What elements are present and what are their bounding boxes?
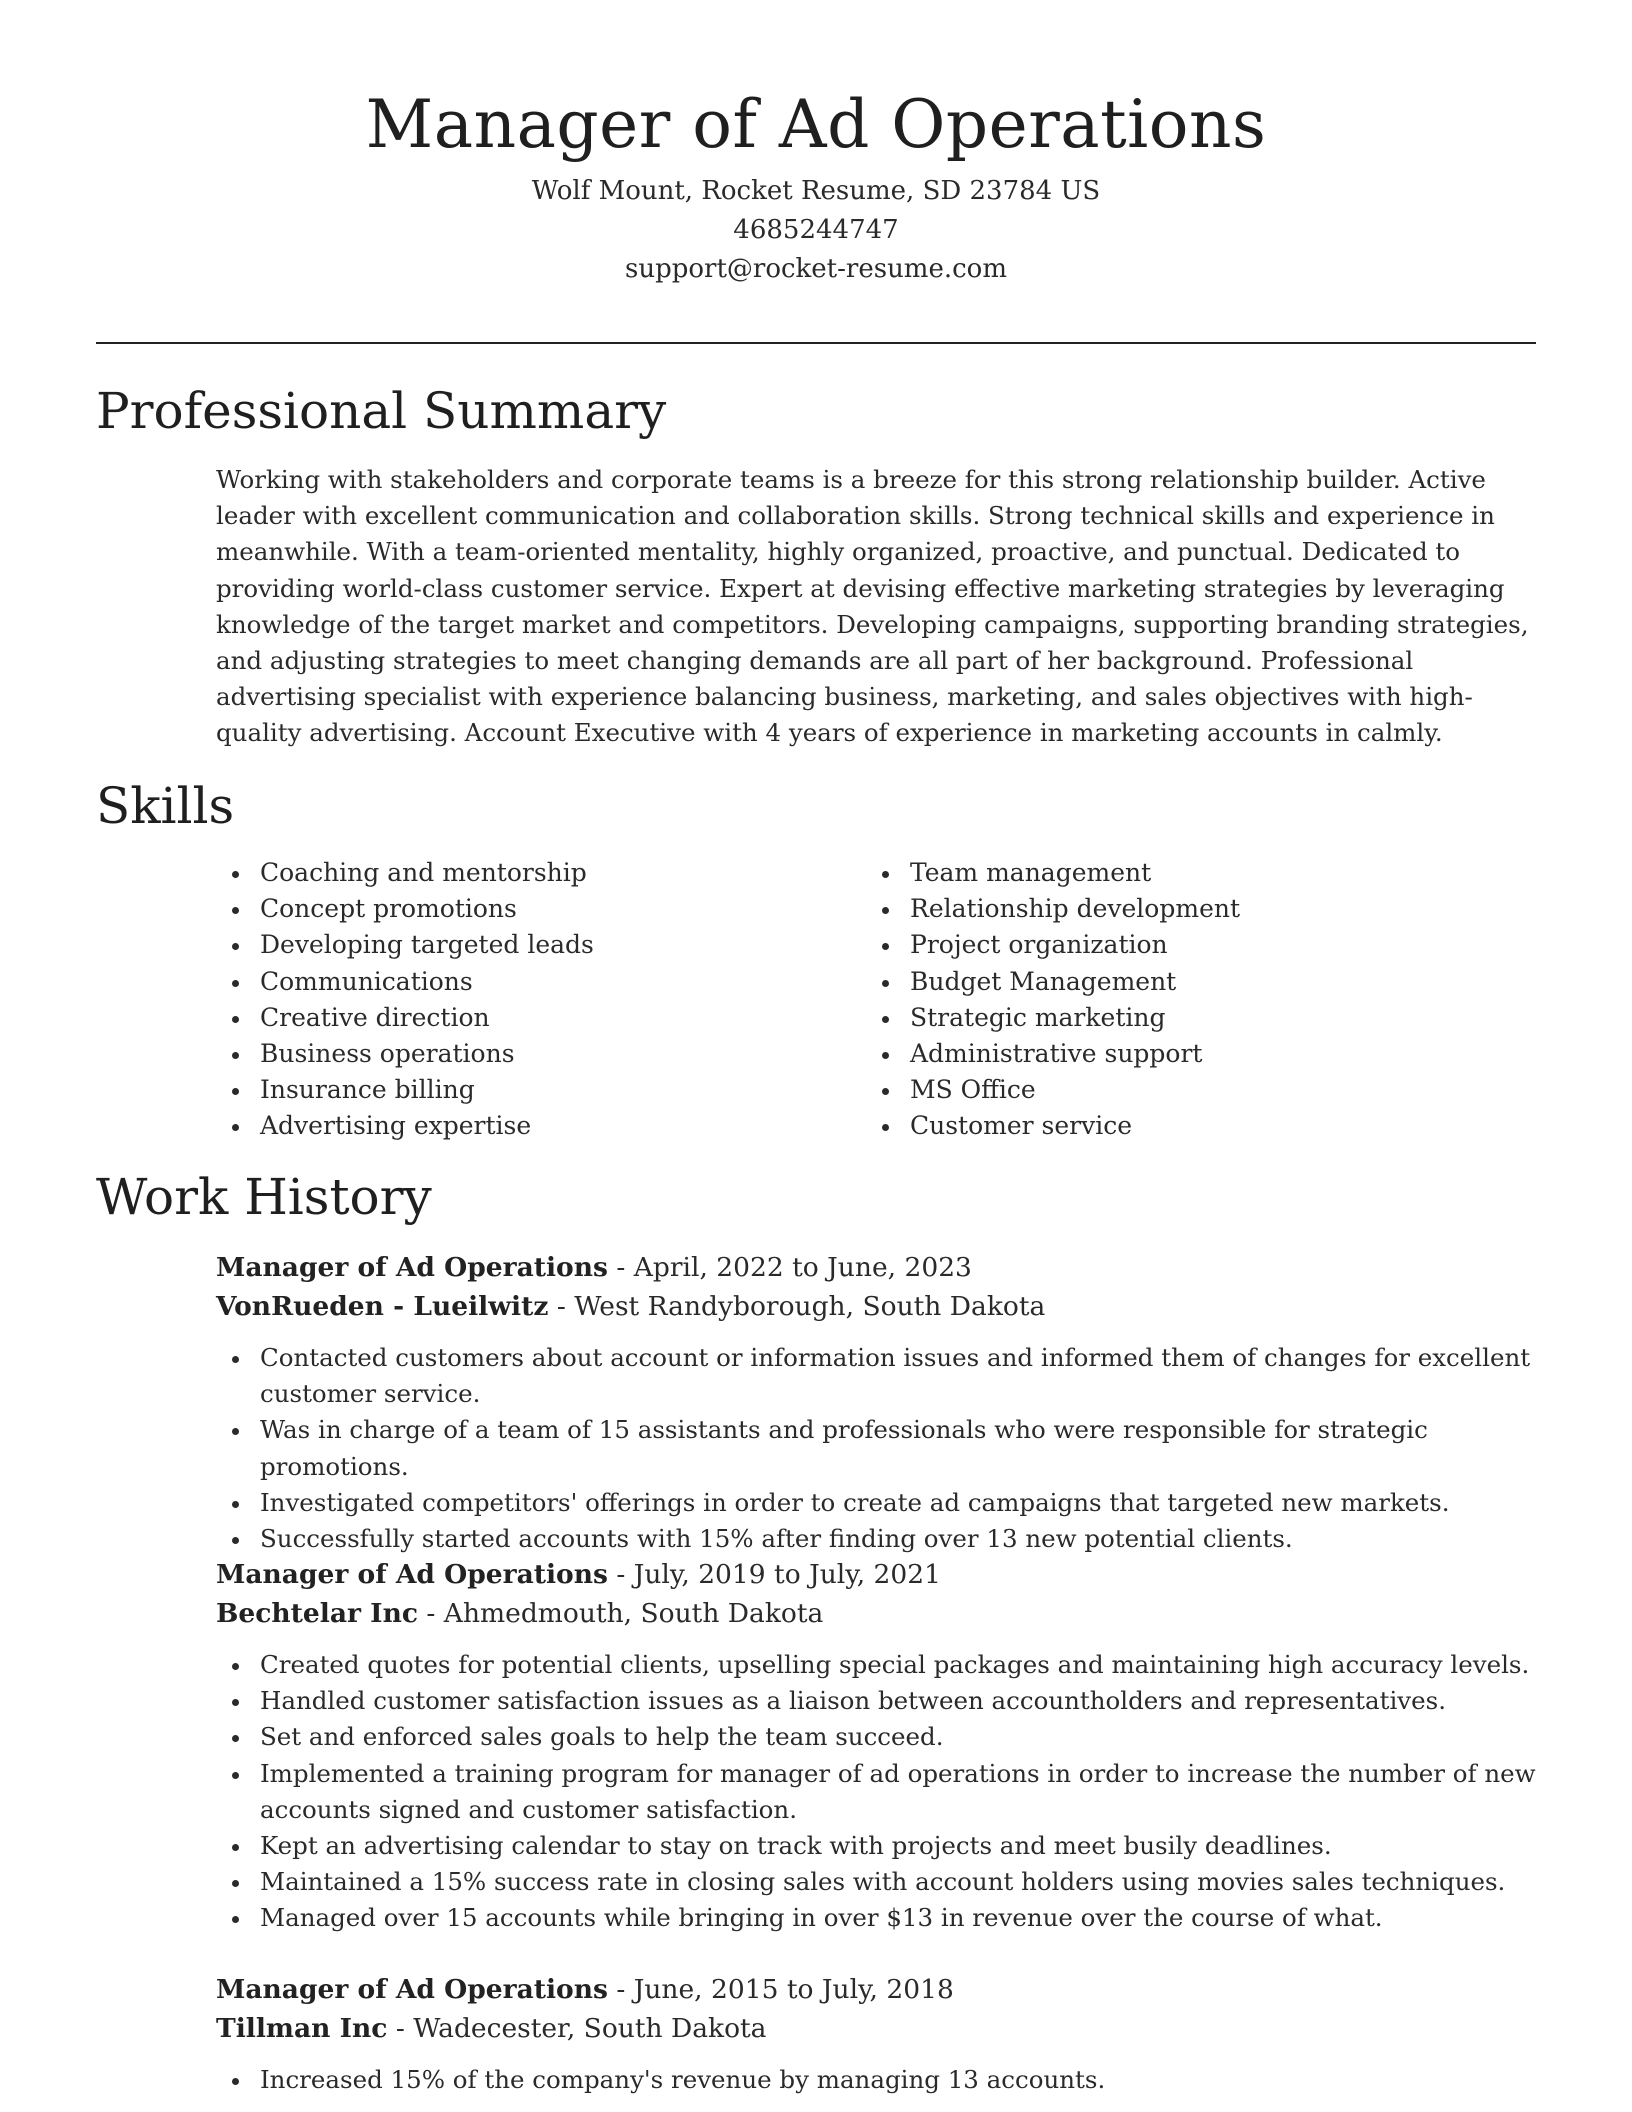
job-bullet: Was in charge of a team of 15 assistants and professionals who were responsible for strategic promotions. (216, 1412, 1536, 1484)
contact-phone: 4685244747 (733, 215, 899, 245)
skill-item: MS Office (866, 1072, 1240, 1108)
job-bullet: Successfully started accounts with 15% after finding over 13 new potential clients. (216, 1521, 1536, 1557)
job-bullets (216, 2062, 1536, 2098)
job-bullet: Managed over 15 accounts while bringing in over $13 in revenue over the course of what. (216, 1900, 1536, 1936)
skills-list-right (866, 855, 1240, 1145)
contact-email[interactable]: support@rocket-resume.com (624, 254, 1007, 284)
job-company-line (216, 1287, 1536, 1326)
skill-item: Concept promotions (216, 891, 594, 927)
skill-item: Team management (866, 855, 1240, 891)
skill-item: Insurance billing (216, 1072, 594, 1108)
summary-heading: Professional Summary (96, 382, 667, 440)
job-dates: - June, 2015 to July, 2018 (607, 1974, 954, 2005)
job-location: - Ahmedmouth, South Dakota (418, 1598, 824, 1629)
candidate-name: Manager of Ad Operations (365, 86, 1267, 163)
skill-item: Administrative support (866, 1036, 1240, 1072)
job-company: Bechtelar Inc (216, 1598, 418, 1629)
contact-address: Wolf Mount, Rocket Resume, SD 23784 US (531, 176, 1101, 206)
job-dates: - July, 2019 to July, 2021 (607, 1559, 941, 1590)
job-title-line (216, 1970, 1536, 2009)
skill-item: Relationship development (866, 891, 1240, 927)
job-dates: - April, 2022 to June, 2023 (607, 1252, 972, 1283)
job-bullet: Implemented a training program for manager of ad operations in order to increase the number of new accounts signed and customer satisfaction. (216, 1756, 1536, 1828)
job-bullet: Handled customer satisfaction issues as a liaison between accountholders and representatives. (216, 1683, 1536, 1719)
job-title-line (216, 1555, 1536, 1594)
job-role: Manager of Ad Operations (216, 1974, 608, 2005)
job-bullet: Set and enforced sales goals to help the team succeed. (216, 1719, 1536, 1755)
contact-info (0, 172, 1632, 289)
job-bullet: Increased 15% of the company's revenue by managing 13 accounts. (216, 2062, 1536, 2098)
job-bullets (216, 1340, 1536, 1557)
skill-item: Budget Management (866, 964, 1240, 1000)
skill-item: Project organization (866, 927, 1240, 963)
skill-item: Communications (216, 964, 594, 1000)
skill-item: Developing targeted leads (216, 927, 594, 963)
job-bullet: Created quotes for potential clients, upselling special packages and maintaining high accuracy levels. (216, 1647, 1536, 1683)
summary-text: Working with stakeholders and corporate teams is a breeze for this strong relationship builder. Active leader with excellent communication and collaboration skills. Strong technical skills and experience in meanwhile. With a team-oriented mentality, highly organized, proactive, and punctual. Dedicated to providing world-class customer service. Expert at devising effective marketing strategies by leveraging knowledge of the target market and competitors. Developing campaigns, supporting branding strategies, and adjusting strategies to meet changing demands are all part of her background. Professional advertising specialist with experience balancing business, marketing, and sales objectives with high-quality advertising. Account Executive with 4 years of experience in marketing accounts in calmly. (216, 465, 1529, 748)
job-role: Manager of Ad Operations (216, 1252, 608, 1283)
skill-item: Advertising expertise (216, 1108, 594, 1144)
resume-header (0, 82, 1632, 289)
job-company-line (216, 1594, 1536, 1633)
job-bullet: Kept an advertising calendar to stay on track with projects and meet busily deadlines. (216, 1828, 1536, 1864)
job-bullet: Contacted customers about account or information issues and informed them of changes for excellent customer service. (216, 1340, 1536, 1412)
job-company-line (216, 2009, 1536, 2048)
job-bullet: Maintained a 15% success rate in closing sales with account holders using movies sales techniques. (216, 1864, 1536, 1900)
job-bullet: Investigated competitors' offerings in order to create ad campaigns that targeted new markets. (216, 1485, 1536, 1521)
skill-item: Customer service (866, 1108, 1240, 1144)
skills-list-left (216, 855, 594, 1145)
job-entry (216, 1970, 1536, 2098)
job-location: - Wadecester, South Dakota (387, 2013, 767, 2044)
job-title-line (216, 1248, 1536, 1287)
job-entry (216, 1248, 1536, 1557)
header-divider (96, 342, 1536, 344)
skills-heading: Skills (96, 777, 235, 835)
work-history-heading: Work History (96, 1168, 432, 1226)
skill-item: Strategic marketing (866, 1000, 1240, 1036)
skill-item: Business operations (216, 1036, 594, 1072)
skill-item: Creative direction (216, 1000, 594, 1036)
job-company: Tillman Inc (216, 2013, 388, 2044)
job-bullets (216, 1647, 1536, 1937)
job-role: Manager of Ad Operations (216, 1559, 608, 1590)
job-entry (216, 1555, 1536, 1937)
job-location: - West Randyborough, South Dakota (548, 1291, 1046, 1322)
skill-item: Coaching and mentorship (216, 855, 594, 891)
job-company: VonRueden - Lueilwitz (216, 1291, 549, 1322)
